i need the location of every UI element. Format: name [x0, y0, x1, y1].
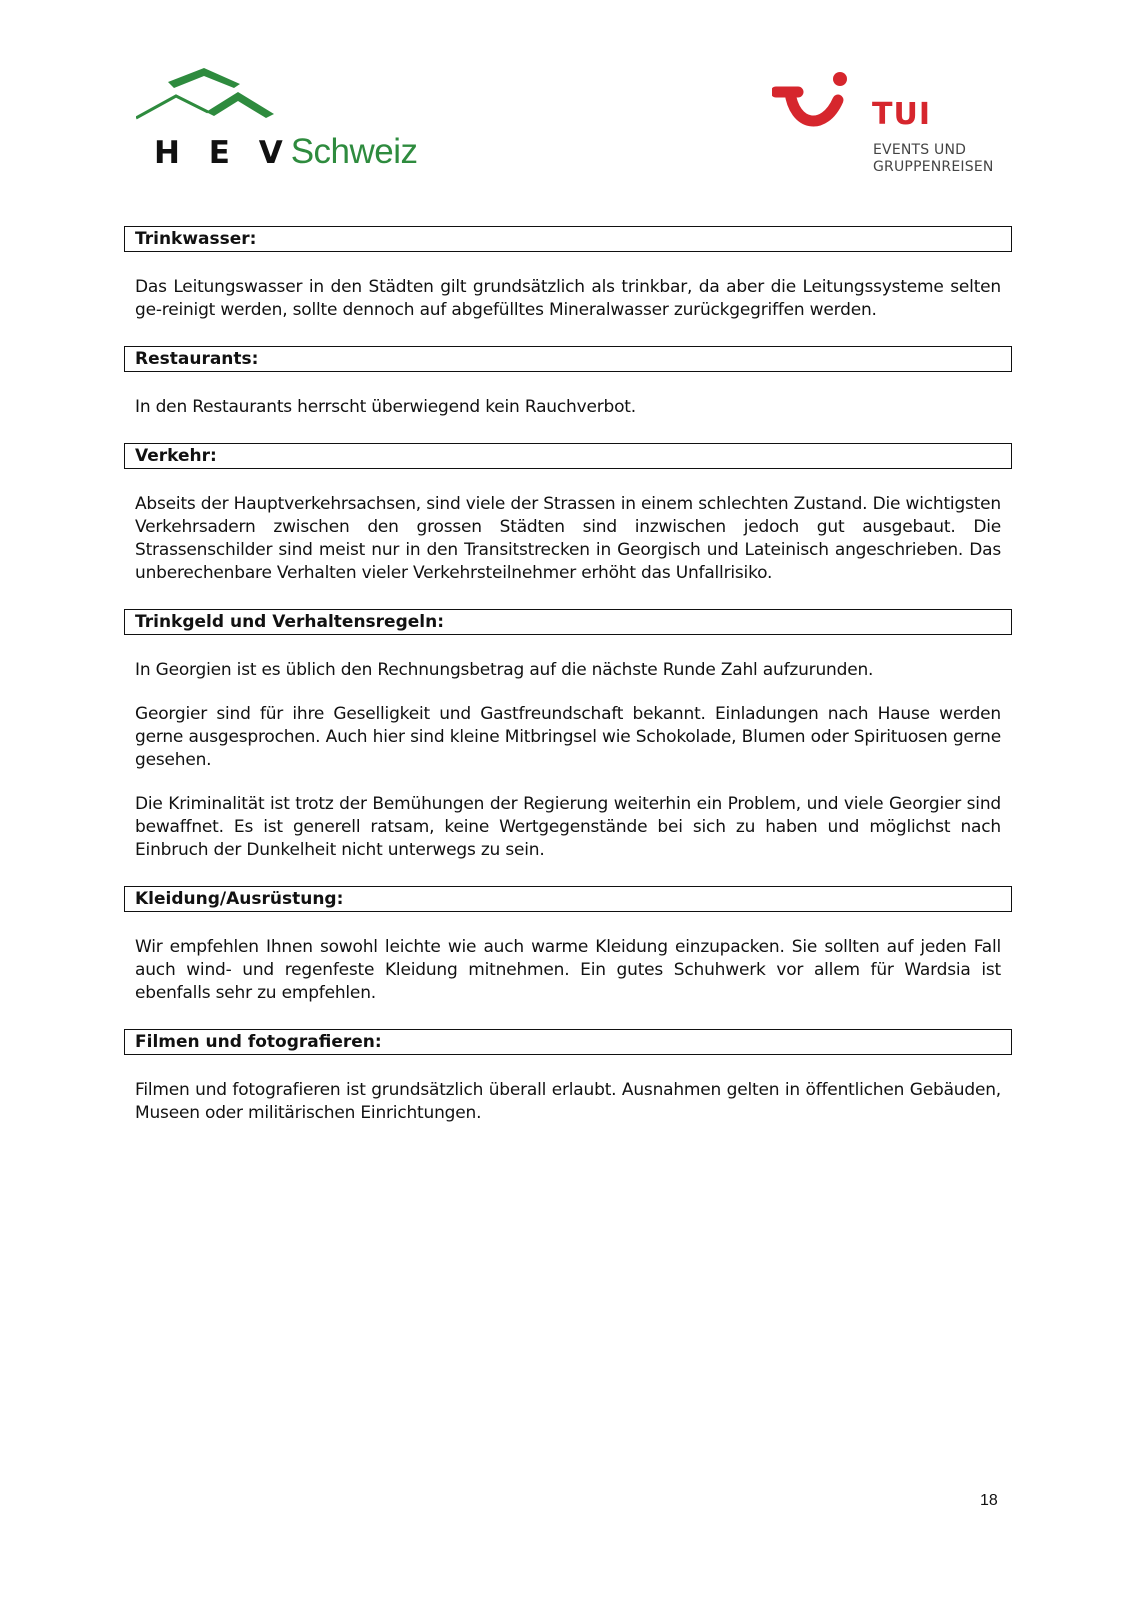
tui-name: TUI	[872, 97, 931, 132]
section-filmen	[124, 1029, 1012, 1125]
paragraph: Abseits der Hauptverkehrsachsen, sind viele der Strassen in einem schlechten Zustand. Die wichtigsten Verkehrsadern zwischen den grossen Städten sind inzwischen jedoch gut ausgebaut. Die Strassenschilder sind meist nur in den Transitstrecken in Georgisch und Lateinisch angeschrieben. Das unberechenbare Verhalten vieler Verkehrsteilnehmer erhöht das Unfallrisiko.	[135, 494, 1001, 583]
tui-logo	[772, 70, 1002, 180]
section-title: Filmen und fotografieren:	[124, 1029, 1012, 1055]
paragraph: In den Restaurants herrscht überwiegend kein Rauchverbot.	[135, 397, 636, 417]
hev-roof-icon	[136, 68, 286, 128]
section-title: Trinkwasser:	[124, 226, 1012, 252]
paragraph: Die Kriminalität ist trotz der Bemühungen der Regierung weiterhin ein Problem, und viele Georgier sind bewaffnet. Es ist generell ratsam, keine Wertgegenstände bei sich zu haben und möglichst nach Einbruch der Dunkelheit nicht unterwegs zu sein.	[135, 794, 1001, 860]
tui-smile-icon	[772, 70, 867, 150]
tui-subtitle-line1: EVENTS UND	[873, 142, 967, 158]
section-title: Restaurants:	[124, 346, 1012, 372]
hev-schweiz-logo	[136, 68, 418, 180]
hev-letters: H E V	[154, 135, 283, 171]
section-kleidung	[124, 886, 1012, 1005]
tui-subtitle	[873, 142, 994, 176]
paragraph: Filmen und fotografieren ist grundsätzlich überall erlaubt. Ausnahmen gelten in öffentlichen Gebäuden, Museen oder militärischen Einrichtungen.	[135, 1080, 1001, 1123]
section-trinkwasser	[124, 226, 1012, 322]
section-title: Trinkgeld und Verhaltensregeln:	[124, 609, 1012, 635]
paragraph: Georgier sind für ihre Geselligkeit und Gastfreundschaft bekannt. Einladungen nach Hause werden gerne ausgesprochen. Auch hier sind kleine Mitbringsel wie Schokolade, Blumen oder Spirituosen gerne gesehen.	[135, 704, 1001, 770]
hev-word: Schweiz	[290, 132, 418, 171]
page-number: 18	[980, 1492, 998, 1509]
paragraph: Wir empfehlen Ihnen sowohl leichte wie auch warme Kleidung einzupacken. Sie sollten auf jeden Fall auch wind- und regenfeste Kleidung mitnehmen. Ein gutes Schuhwerk vor allem für Wardsia ist ebenfalls sehr zu empfehlen.	[135, 937, 1001, 1003]
paragraph: Das Leitungswasser in den Städten gilt grundsätzlich als trinkbar, da aber die Leitungssysteme selten ge-reinigt werden, sollte dennoch auf abgefülltes Mineralwasser zurückgegriffen werden.	[135, 277, 1001, 320]
section-title: Verkehr:	[124, 443, 1012, 469]
section-title: Kleidung/Ausrüstung:	[124, 886, 1012, 912]
section-restaurants	[124, 346, 1012, 419]
section-trinkgeld	[124, 609, 1012, 862]
content	[124, 226, 1012, 1125]
section-verkehr	[124, 443, 1012, 585]
paragraph: In Georgien ist es üblich den Rechnungsbetrag auf die nächste Runde Zahl aufzurunden.	[135, 660, 874, 680]
tui-subtitle-line2: GRUPPENREISEN	[873, 159, 994, 175]
